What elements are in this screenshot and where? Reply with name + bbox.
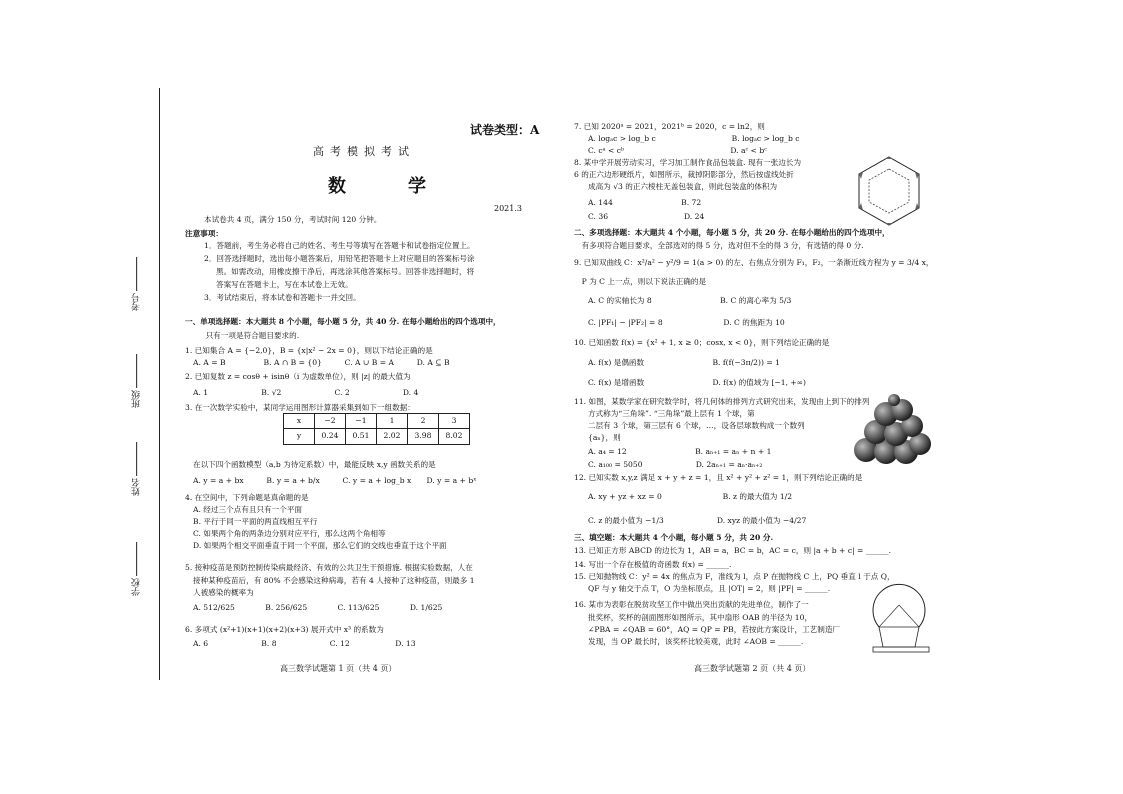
left-line-19: A. 6 B. 8 C. 12 D. 13 (193, 639, 416, 648)
right-line-1: A. logₐc > log_b c B. logₐc > log_b c (588, 134, 800, 143)
sidebar-label-class: 班级 (131, 352, 143, 408)
table-cell-x-5: 3 (439, 414, 470, 429)
left-line-8: A. y = a + bx B. y = a + b/x C. y = a + log_b x D. y = a + bˣ (193, 476, 477, 485)
right-line-6: A. 144 B. 72 (588, 198, 702, 207)
notice-2: 2．回答选择题时，选出每小题答案后，用铅笔把答题卡上对应题目的答案标号涂 (204, 254, 475, 263)
left-line-3: A. A = B B. A ∩ B = {0} C. A ∪ B = A D. A ⊆ B (193, 358, 450, 367)
right-line-9: 有多项符合题目要求，全部选对的得 5 分，选对但不全的得 3 分，有选错的得 0 分. (574, 241, 864, 250)
table-cell-y-3: 2.02 (377, 429, 408, 444)
left-line-17: A. 512/625 B. 256/625 C. 113/625 D. 1/625 (193, 603, 443, 612)
binding-line (159, 88, 160, 680)
right-line-16: C. f(x) 是增函数 D. f(x) 的值域为 [−1, +∞) (588, 378, 807, 387)
footer-left: 高三数学试题第 1 页（共 4 页） (280, 664, 397, 673)
sidebar-label-exam-no: 考号 (131, 255, 143, 311)
notice-3: 3．考试结束后，将本试卷和答题卡一并交回。 (204, 293, 361, 302)
left-line-6: 3. 在一次数学实验中，某同学运用图形计算器采集到如下一组数据： (185, 403, 415, 412)
notice-1: 1．答题前，考生务必将自己的姓名、考生号等填写在答题卡和试卷指定位置上。 (204, 241, 475, 250)
right-line-3: 8. 某中学开展劳动实习，学习加工制作食品包装盒. 现有一张边长为 (574, 158, 802, 167)
table-cell-x-1: −2 (315, 414, 346, 429)
right-line-32: 批奖杯，奖杯的剖面图形如图所示，其中扇形 OAB 的半径为 10， (588, 613, 813, 622)
right-line-31: 16. 某市为表彰在脱贫攻坚工作中做出突出贡献的先进单位，制作了一 (574, 600, 809, 609)
left-line-4: 2. 已知复数 z = cosθ + isinθ（i 为虚数单位），则 |z| 的最大值为 (185, 372, 411, 381)
table-cell-y-5: 8.02 (439, 429, 470, 444)
right-line-22: C. a₁₀₀ = 5050 D. 2aₙ₊₁ = aₙ·aₙ₊₂ (588, 460, 763, 469)
right-line-8: 二、多项选择题：本大题共 4 个小题，每小题 5 分，共 20 分. 在每小题给出的四个选项中， (574, 228, 890, 237)
right-line-4: 6 的正六边形硬纸片，如图所示，裁掉阴影部分，然后按虚线处折 (574, 170, 794, 179)
right-line-33: ∠PBA = ∠QAB = 60°，AQ = QP = PB，若按此方案设计，工艺制造厂 (588, 625, 841, 634)
right-line-10: 9. 已知双曲线 C：x²/a² − y²/9 = 1(a > 0) 的左、右焦点分别为 F₁，F₂，一条渐近线方程为 y = 3/4 x， (574, 258, 934, 267)
right-line-17: 11. 如图，某数学家在研究数学时，将几何体的排列方式研究出来，发现由上到下的排列 (574, 397, 870, 406)
right-line-24: A. xy + yz + xz = 0 B. z 的最大值为 1/2 (588, 492, 793, 501)
right-line-28: 14. 写出一个存在极值的奇函数 f(x) = ______. (574, 560, 732, 569)
right-line-26: 三、填空题：本大题共 4 个小题，每小题 5 分，共 20 分. (574, 533, 774, 542)
right-line-13: C. |PF₁| − |PF₂| = 8 D. C 的焦距为 10 (588, 318, 785, 327)
left-line-15: 接种某种疫苗后，有 80% 不会感染这种病毒，若有 4 人接种了这种疫苗，则最多 1 (193, 576, 475, 585)
table-cell-y-2: 0.51 (346, 429, 377, 444)
right-line-15: A. f(x) 是偶函数 B. f(f(−3π/2)) = 1 (588, 358, 780, 367)
sidebar-label-school: 学校 (131, 540, 143, 596)
hexagon-figure (853, 155, 925, 227)
table-cell-x-4: 2 (408, 414, 439, 429)
right-line-2: C. cᵃ < cᵇ D. aᶜ < bᶜ (588, 146, 767, 155)
right-line-11: P 为 C 上一点，则以下说法正确的是 (574, 277, 707, 286)
intro-text: 本试卷共 4 页，满分 150 分，考试时间 120 分钟。 (204, 215, 382, 224)
data-table (283, 413, 470, 445)
right-line-14: 10. 已知函数 f(x) = {x² + 1, x ≥ 0；cosx, x < 0}，则下列结论正确的是 (574, 338, 830, 347)
right-line-25: C. z 的最小值为 −1/3 D. xyz 的最小值为 −4/27 (588, 516, 807, 525)
left-line-5: A. 1 B. √2 C. 2 D. 4 (193, 388, 419, 397)
table-row-x (284, 414, 470, 429)
footer-right: 高三数学试题第 2 页（共 4 页） (694, 664, 811, 673)
left-line-13: D. 如果两个相交平面垂直于同一个平面，那么它们的交线也垂直于这个平面 (193, 541, 447, 550)
ball-pile-figure (852, 394, 932, 466)
table-cell-x-2: −1 (346, 414, 377, 429)
left-line-10: A. 经过三个点有且只有一个平面 (193, 505, 303, 514)
right-line-0: 7. 已知 2020ᵃ = 2021，2021ᵇ = 2020，c = ln2，则 (574, 122, 765, 131)
right-line-30: QF 与 y 轴交于点 T，O 为坐标原点，且 |OT| = 2，则 |PF| = ______. (588, 584, 831, 593)
left-line-14: 5. 接种疫苗是预防控制传染病最经济、有效的公共卫生干预措施. 根据实验数据，人在 (185, 563, 473, 572)
right-line-5: 成高为 √3 的正六棱柱无盖包装盒，则此包装盒的体积为 (588, 182, 778, 191)
table-cell-y-1: 0.24 (315, 429, 346, 444)
table-row-y (284, 429, 470, 444)
left-line-18: 6. 多项式 (x²+1)(x+1)(x+2)(x+3) 展开式中 x³ 的系数为 (185, 625, 384, 634)
notice-2c: 答案写在答题卡上，写在本试卷上无效。 (216, 280, 353, 289)
right-line-18: 方式称为“三角垛”. “三角垛”最上层有 1 个球，第 (588, 409, 755, 418)
left-line-16: 人被感染的概率为 (193, 588, 254, 597)
table-cell-x-0: x (284, 414, 315, 429)
trophy-figure (867, 583, 935, 657)
right-line-21: A. a₄ = 12 B. aₙ₊₁ = aₙ + n + 1 (588, 447, 772, 456)
left-line-11: B. 平行于同一平面的两直线相互平行 (193, 517, 318, 526)
exam-date: 2021.3 (494, 204, 522, 213)
exam-name: 高考模拟考试 (313, 145, 415, 158)
sidebar-label-name: 姓名 (131, 440, 143, 496)
left-line-7: 在以下四个函数模型（a,b 为待定系数）中，最能反映 x,y 函数关系的是 (193, 460, 436, 469)
left-line-1: 只有一项是符合题目要求的. (198, 331, 300, 340)
right-line-34: 发现，当 OP 最长时，该奖杯比较美观，此时 ∠AOB = ______. (588, 637, 804, 646)
table-cell-y-0: y (284, 429, 315, 444)
paper-type: 试卷类型：A (470, 123, 540, 137)
right-line-29: 15. 已知抛物线 C：y² = 4x 的焦点为 F，准线为 l，点 P 在抛物线 C 上，PQ 垂直 l 于点 Q， (574, 572, 895, 581)
right-line-20: {aₙ}，则 (588, 433, 621, 442)
right-line-19: 二层有 3 个球，第三层有 6 个球，…，设各层球数构成一个数列 (588, 421, 805, 430)
left-line-9: 4. 在空间中，下列命题是真命题的是 (185, 493, 309, 502)
right-line-27: 13. 已知正方形 ABCD 的边长为 1，AB = a，BC = b，AC = c，则 |a + b + c| = ______. (574, 546, 892, 555)
right-line-7: C. 36 D. 24 (588, 212, 705, 221)
right-line-12: A. C 的实轴长为 8 B. C 的离心率为 5/3 (588, 296, 792, 305)
right-line-23: 12. 已知实数 x,y,z 满足 x + y + z = 1，且 x² + y² + z² = 1，则下列结论正确的是 (574, 473, 863, 482)
table-cell-y-4: 3.98 (408, 429, 439, 444)
notice-2b: 黑。如需改动，用橡皮擦干净后，再选涂其他答案标号。回答非选择题时，将 (216, 267, 475, 276)
table-cell-x-3: 1 (377, 414, 408, 429)
left-line-0: 一、单项选择题：本大题共 8 个小题，每小题 5 分，共 40 分. 在每小题给出的四个选项中， (185, 317, 501, 326)
subject-title: 数 学 (328, 176, 448, 197)
left-line-12: C. 如果两个角的两条边分别对应平行，那么这两个角相等 (193, 529, 386, 538)
left-line-2: 1. 已知集合 A = {−2,0}，B = {x|x² − 2x = 0}，则以下结论正确的是 (185, 346, 433, 355)
notice-title: 注意事项： (185, 229, 223, 238)
